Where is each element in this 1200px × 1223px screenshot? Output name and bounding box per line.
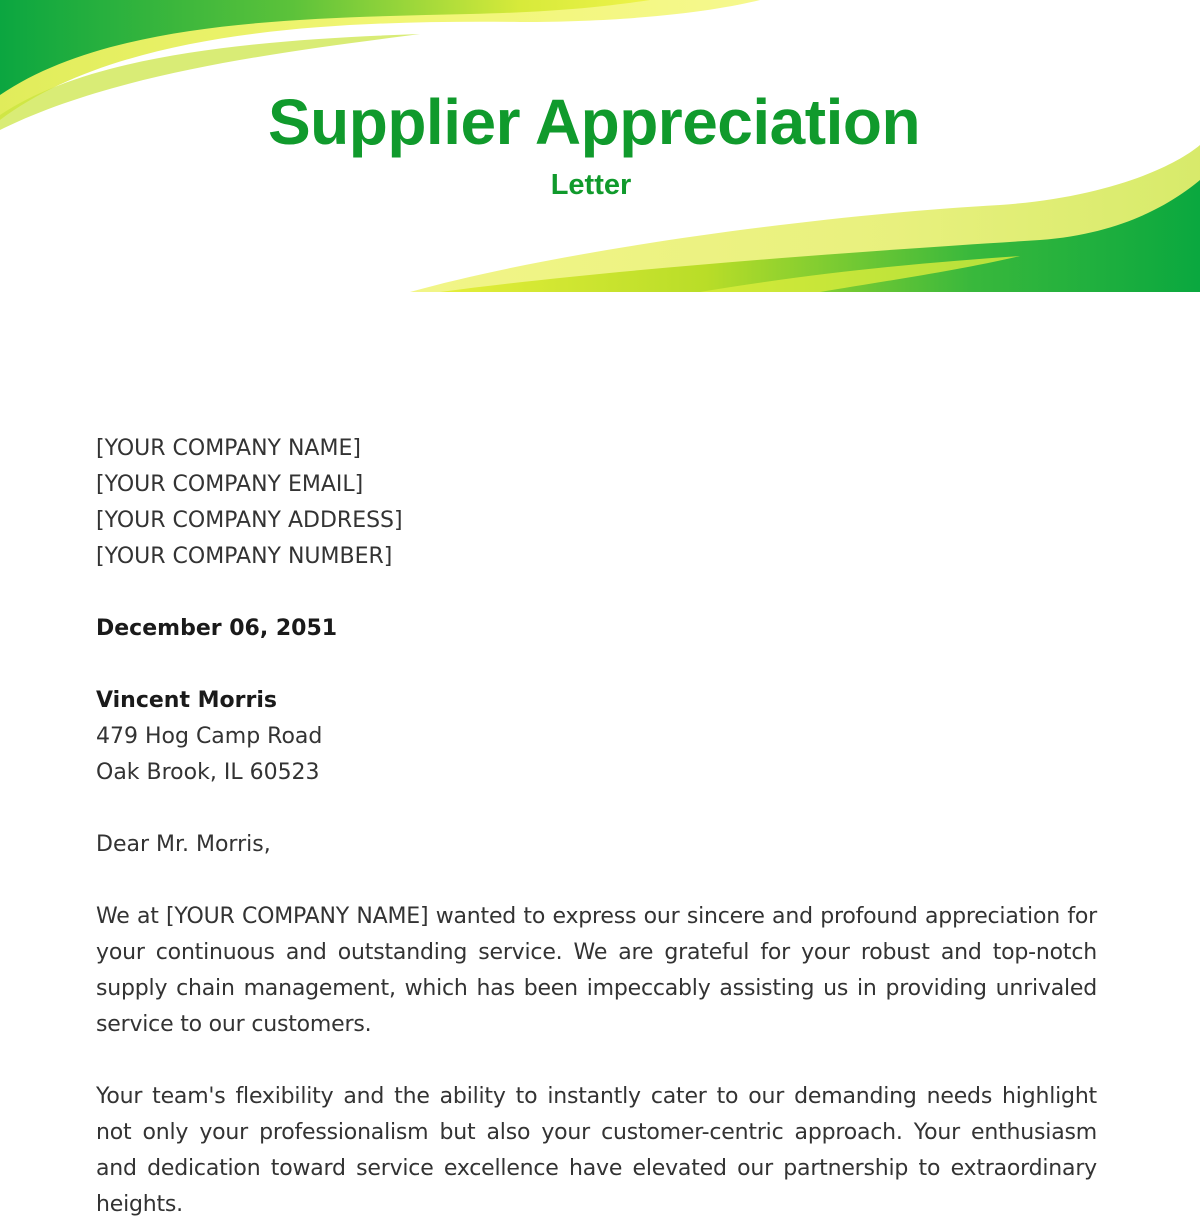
sender-company-name: [YOUR COMPANY NAME] (96, 436, 361, 461)
sender-company-email: [YOUR COMPANY EMAIL] (96, 472, 364, 497)
body-paragraph-1: We at [YOUR COMPANY NAME] wanted to express our sincere and profound appreciation for your continuous and outstanding service. We are grateful for your robust and top-notch supply chain management, which has been impeccably assisting us in providing unrivaled service to our customers. (96, 904, 1097, 1037)
date-block (96, 611, 1097, 647)
recipient-street: 479 Hog Camp Road (96, 724, 323, 749)
letter-body (96, 431, 1097, 1223)
document-title: Supplier Appreciation (267, 86, 921, 158)
sender-company-number: [YOUR COMPANY NUMBER] (96, 544, 393, 569)
letter-date: December 06, 2051 (96, 616, 338, 641)
sender-company-address: [YOUR COMPANY ADDRESS] (96, 508, 403, 533)
body-paragraph-2: Your team's flexibility and the ability to instantly cater to our demanding needs highlight not only your professionalism but also your customer-centric approach. Your enthusiasm and dedication toward service excellence have elevated our partnership to extraordinary heights. (96, 1084, 1097, 1217)
salutation-block (96, 827, 1097, 863)
sender-block (96, 431, 1097, 575)
recipient-block (96, 683, 1097, 791)
recipient-name: Vincent Morris (96, 688, 277, 713)
document-subtitle: Letter (550, 169, 632, 201)
salutation: Dear Mr. Morris, (96, 832, 271, 857)
recipient-city: Oak Brook, IL 60523 (96, 760, 320, 785)
